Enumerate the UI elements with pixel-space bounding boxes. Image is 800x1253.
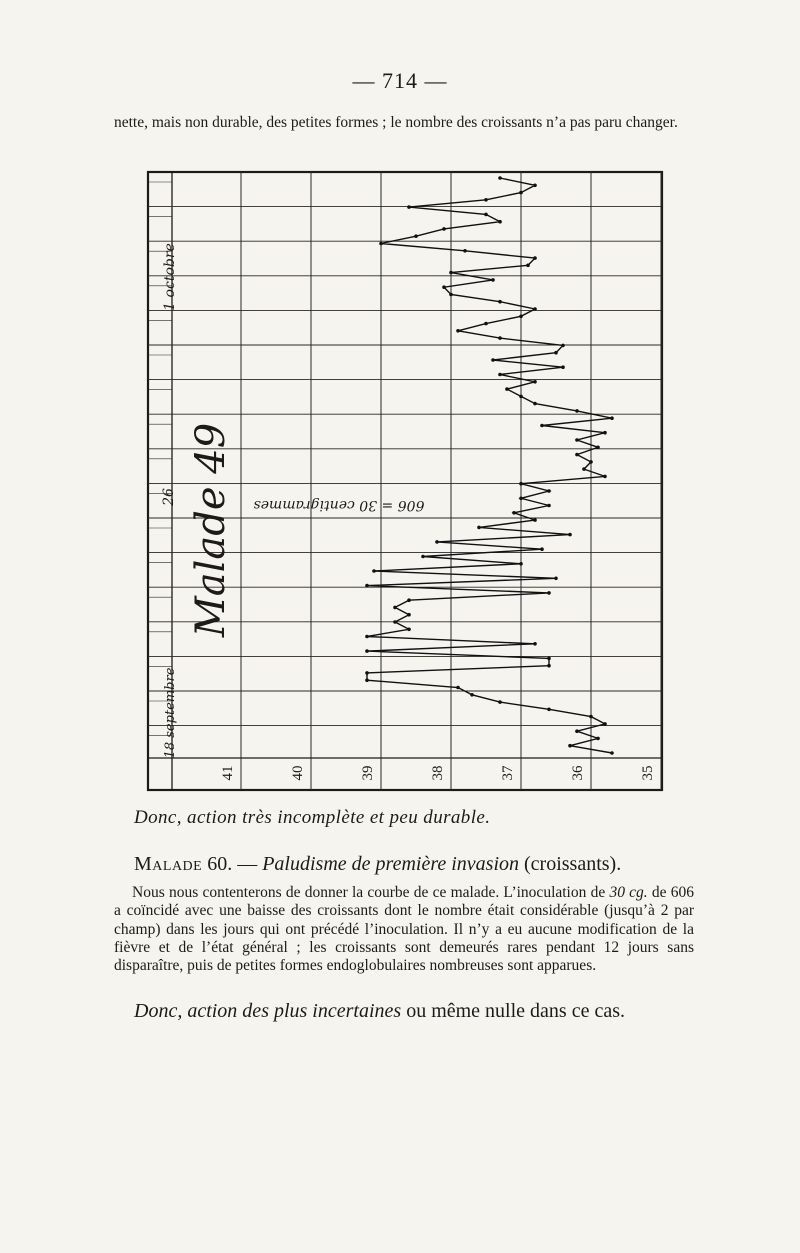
temperature-point [533,402,537,406]
temperature-point [533,642,537,646]
temperature-point [533,518,537,522]
temperature-point [547,657,551,661]
temperature-point [575,729,579,733]
temperature-point [610,751,614,755]
temp-label-36: 36 [570,765,586,781]
temperature-point [519,562,523,566]
temperature-point [596,737,600,741]
temperature-point [547,664,551,668]
temperature-point [463,249,467,253]
temperature-point [575,453,579,457]
temperature-point [498,700,502,704]
temperature-point [533,307,537,311]
temperature-point [393,606,397,610]
temperature-point [554,351,558,355]
temperature-point [379,242,383,246]
temperature-point [575,438,579,442]
temperature-point [435,540,439,544]
temperature-point [561,344,565,348]
temperature-point [442,285,446,289]
temperature-point [519,191,523,195]
temperature-point [365,678,369,682]
temperature-point [526,264,530,268]
temperature-point [519,482,523,486]
temperature-point [547,591,551,595]
temperature-point [449,271,453,275]
temperature-point [484,322,488,326]
temperature-point [365,671,369,675]
temp-label-38: 38 [430,765,446,781]
temperature-point [505,387,509,391]
temperature-point [589,715,593,719]
temperature-point [372,569,376,573]
temperature-point [533,184,537,188]
temperature-point [596,446,600,450]
temperature-point [477,526,481,530]
malade-60-heading: Malade 60. — Paludisme de première invasion (croissants). [134,853,622,875]
temperature-chart-svg [146,170,664,792]
date-label-26: 26 [161,488,177,506]
temperature-point [414,234,418,238]
chart-title: Malade 49 [188,422,234,638]
temperature-point [582,467,586,471]
curve-layer [365,176,614,755]
temperature-point [407,628,411,632]
temperature-point [491,358,495,362]
temperature-point [568,533,572,537]
temperature-point [547,708,551,712]
temp-label-39: 39 [360,765,376,781]
temperature-point [365,584,369,588]
temperature-point [365,635,369,639]
page-number: — 714 — [352,68,448,93]
temperature-point [456,329,460,333]
temperature-point [498,300,502,304]
temperature-point [519,497,523,501]
temperature-point [407,205,411,209]
temperature-point [365,649,369,653]
temperature-point [470,693,474,697]
temperature-curve [367,178,612,753]
temperature-chart [146,170,664,792]
temperature-point [512,511,516,515]
caption: Donc, action très incomplète et peu durable. [134,807,491,828]
temperature-point [547,489,551,493]
temperature-point [442,227,446,231]
temp-label-37: 37 [500,765,516,781]
temperature-point [540,424,544,428]
temperature-point [407,613,411,617]
temperature-point [540,547,544,551]
temperature-point [498,220,502,224]
temperature-point [603,475,607,479]
temperature-point [589,460,593,464]
temperature-point [491,278,495,282]
temperature-point [519,315,523,319]
temperature-point [575,409,579,413]
temperature-point [561,365,565,369]
temperature-point [456,686,460,690]
temperature-point [603,431,607,435]
temperature-point [547,504,551,508]
temperature-point [407,598,411,602]
temperature-point [498,176,502,180]
temperature-point [533,380,537,384]
temperature-point [519,395,523,399]
temp-label-35: 35 [640,765,656,781]
temperature-point [484,213,488,217]
date-label-septembre: 18 septembre [163,667,178,759]
temperature-point [498,373,502,377]
temp-label-41: 41 [220,765,236,781]
date-label-octobre: 1 octobre [162,243,178,311]
temperature-point [554,577,558,581]
temperature-point [393,620,397,624]
temperature-point [533,256,537,260]
temperature-point [449,293,453,297]
temperature-point [498,336,502,340]
temperature-point [603,722,607,726]
conclusion: Donc, action des plus incertaines ou même nulle dans ce cas. [134,1000,625,1022]
temperature-point [610,416,614,420]
intro-paragraph: nette, mais non durable, des petites formes ; le nombre des croissants n’a pas paru changer. [114,114,678,131]
temperature-point [484,198,488,202]
malade-60-paragraph: Nous nous contenterons de donner la courbe de ce malade. L’inoculation de 30 cg. de 606 a coïncidé avec une baisse des croissants dont le nombre était considérable (jusqu’à 2 par champ) dans les jours qui ont précédé l’inoculation. Il n’y a eu aucune modification de la fièvre et de l’état général ; les croissants sont demeurés rares pendant 12 jours sans disparaître, puis de petites formes endoglobulaires nombreuses sont apparues. [114,884,694,975]
injection-annotation: 606 = 30 centigrammes [253,497,425,513]
temp-label-40: 40 [290,765,306,781]
temperature-point [568,744,572,748]
temperature-point [421,555,425,559]
